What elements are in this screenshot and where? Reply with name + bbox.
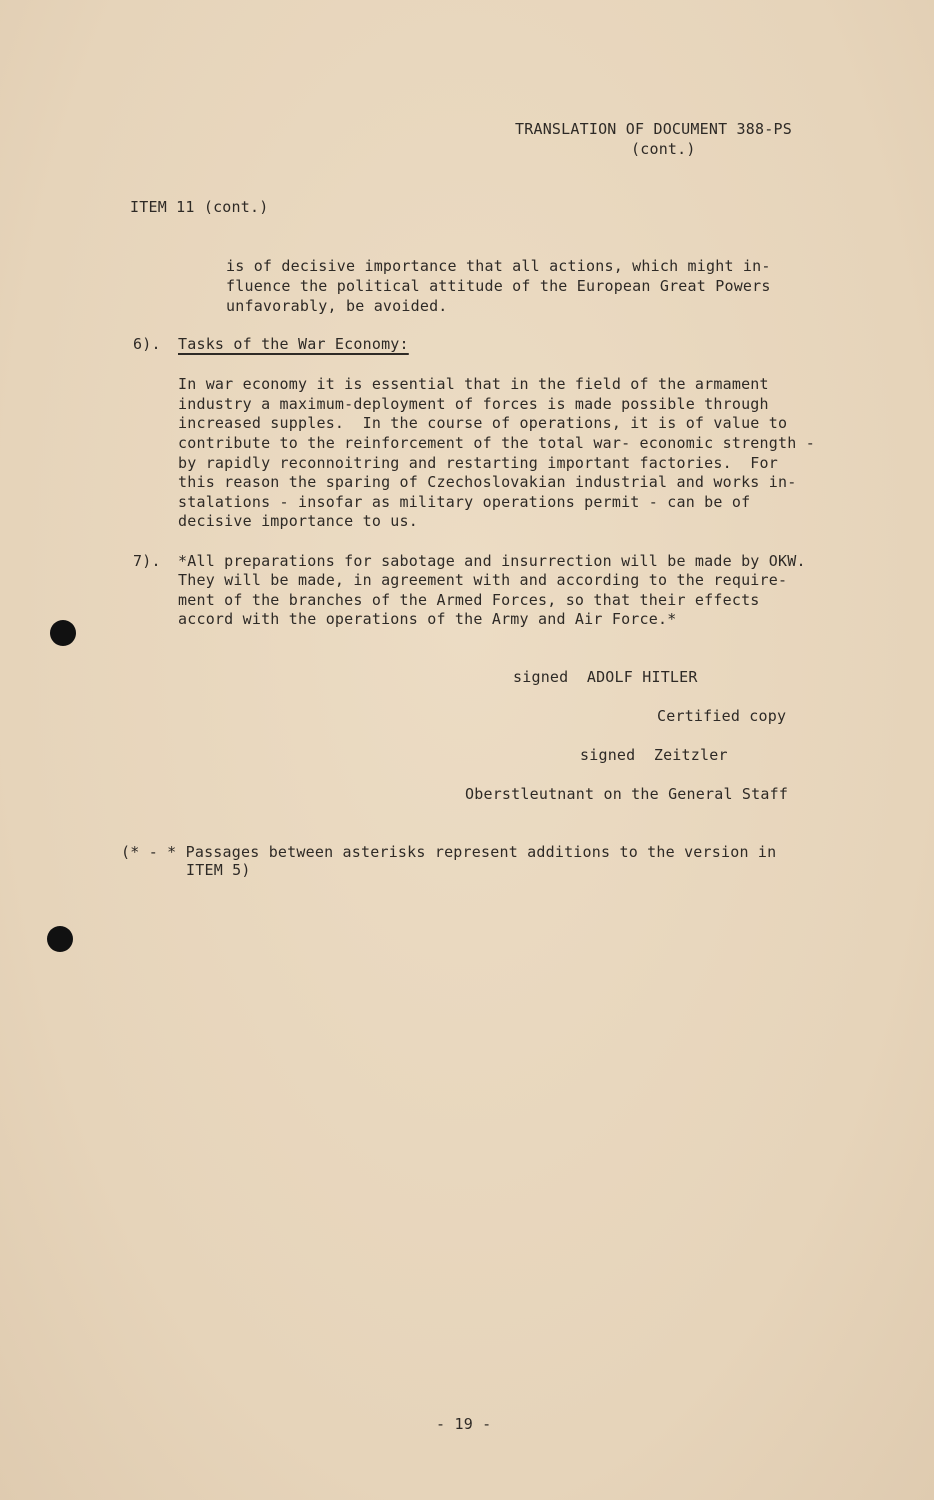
section-6-line: by rapidly reconnoitring and restarting important factories. For: [178, 454, 778, 472]
section-7-line: They will be made, in agreement with and according to the require-: [178, 571, 788, 589]
punch-hole: [50, 620, 76, 646]
section-7-number: 7).: [133, 552, 161, 570]
intro-line: is of decisive importance that all actions, which might in-: [226, 257, 771, 275]
item-heading: ITEM 11 (cont.): [130, 198, 269, 216]
footnote-line: ITEM 5): [186, 861, 251, 879]
section-6-line: decisive importance to us.: [178, 512, 418, 530]
signature-zeitzler: signed Zeitzler: [580, 746, 728, 764]
intro-line: unfavorably, be avoided.: [226, 297, 448, 315]
document-header-cont: (cont.): [631, 140, 696, 158]
section-6-line: this reason the sparing of Czechoslovakian industrial and works in-: [178, 473, 797, 491]
intro-line: fluence the political attitude of the European Great Powers: [226, 277, 771, 295]
punch-hole: [47, 926, 73, 952]
footnote-line: (* - * Passages between asterisks represent additions to the version in: [121, 843, 777, 861]
section-6-line: In war economy it is essential that in the field of the armament: [178, 375, 769, 393]
section-6-line: increased supples. In the course of operations, it is of value to: [178, 414, 788, 432]
section-6-line: stalations - insofar as military operations permit - can be of: [178, 493, 751, 511]
section-7-line: ment of the branches of the Armed Forces, so that their effects: [178, 591, 760, 609]
section-7-line: *All preparations for sabotage and insurrection will be made by OKW.: [178, 552, 806, 570]
section-6-line: industry a maximum-deployment of forces is made possible through: [178, 395, 769, 413]
certified-copy: Certified copy: [657, 707, 787, 725]
section-7-line: accord with the operations of the Army and Air Force.*: [178, 610, 677, 628]
section-6-title: Tasks of the War Economy:: [178, 335, 409, 353]
signature-rank: Oberstleutnant on the General Staff: [465, 785, 789, 803]
document-header-title: TRANSLATION OF DOCUMENT 388-PS: [515, 120, 792, 138]
page-number: - 19 -: [436, 1415, 492, 1433]
section-6-line: contribute to the reinforcement of the total war- economic strength -: [178, 434, 815, 452]
section-6-number: 6).: [133, 335, 161, 353]
signature-hitler: signed ADOLF HITLER: [513, 668, 698, 686]
